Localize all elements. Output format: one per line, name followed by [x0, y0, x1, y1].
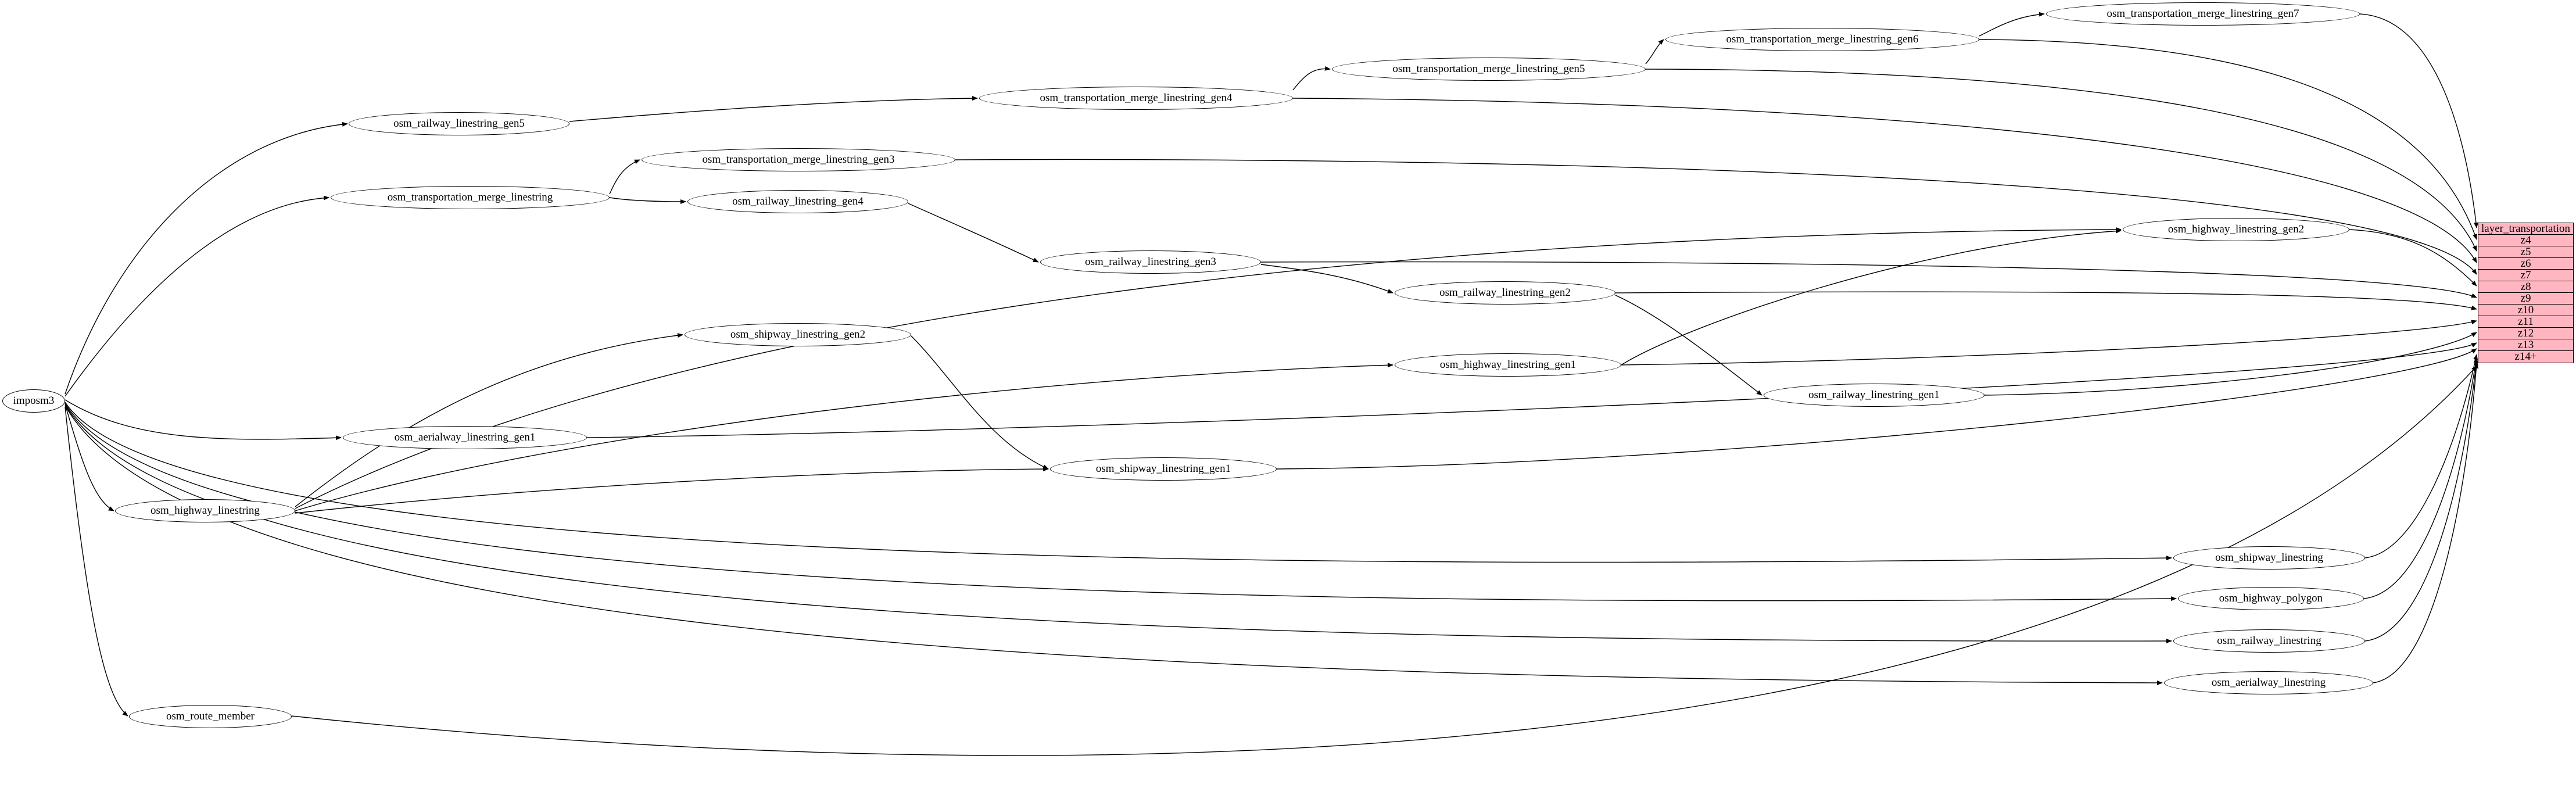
- graph-node-osm-route-member[interactable]: [129, 705, 292, 728]
- node-label: osm_transportation_merge_linestring_gen4: [1040, 92, 1233, 104]
- graph-node-osm-railway-linestring-gen4[interactable]: [687, 190, 908, 213]
- graph-node-osm-railway-linestring-gen2[interactable]: [1395, 281, 1615, 305]
- node-label: osm_transportation_merge_linestring_gen7: [2106, 8, 2299, 20]
- layer-row-z12[interactable]: z12: [2478, 328, 2573, 339]
- node-label: imposm3: [13, 395, 55, 407]
- node-label: osm_railway_linestring_gen3: [1085, 256, 1216, 268]
- node-label: osm_aerialway_linestring_gen1: [394, 431, 536, 443]
- node-label: osm_highway_linestring_gen2: [2167, 223, 2305, 235]
- graph-node-osm-highway-linestring-gen1[interactable]: [1395, 353, 1621, 377]
- node-label: osm_railway_linestring: [2217, 635, 2321, 647]
- graph-node-osm-railway-linestring[interactable]: [2173, 629, 2365, 653]
- node-label: osm_transportation_merge_linestring_gen3: [702, 153, 895, 166]
- node-label: osm_transportation_merge_linestring_gen6: [1726, 33, 1919, 45]
- node-label: osm_highway_linestring_gen1: [1439, 359, 1577, 371]
- layer-row-z13[interactable]: z13: [2478, 339, 2573, 351]
- node-label: osm_transportation_merge_linestring_gen5: [1392, 63, 1585, 75]
- layer-row-z14plus[interactable]: z14+: [2514, 350, 2537, 363]
- layer-row-z5[interactable]: z5: [2478, 246, 2573, 258]
- graph-node-osm-transportation-merge-linestring-gen4[interactable]: [979, 87, 1293, 110]
- graph-node-osm-shipway-linestring-gen1[interactable]: [1050, 457, 1277, 481]
- graph-node-osm-railway-linestring-gen1[interactable]: [1764, 384, 1984, 407]
- graph-node-osm-transportation-merge-linestring-gen7[interactable]: [2046, 2, 2360, 26]
- layer-row-z6[interactable]: z6: [2478, 258, 2573, 270]
- node-label: osm_transportation_merge_linestring: [387, 191, 553, 203]
- node-label: osm_shipway_linestring_gen2: [730, 328, 866, 341]
- graph-node-osm-aerialway-linestring-gen1[interactable]: [343, 426, 587, 449]
- layer-row-z8[interactable]: z8: [2478, 281, 2573, 293]
- node-label: osm_highway_linestring: [151, 504, 260, 517]
- node-label: osm_highway_polygon: [2219, 592, 2323, 604]
- layer-row-z7[interactable]: z7: [2478, 270, 2573, 281]
- node-label: osm_railway_linestring_gen1: [1808, 389, 1940, 401]
- graph-node-osm-highway-linestring-gen2[interactable]: [2123, 218, 2349, 241]
- node-label: osm_railway_linestring_gen2: [1439, 287, 1571, 299]
- graph-node-osm-transportation-merge-linestring-gen5[interactable]: [1332, 58, 1646, 81]
- layer-row-z11[interactable]: z11: [2478, 316, 2573, 328]
- graph-node-osm-highway-polygon[interactable]: [2178, 587, 2364, 610]
- graph-node-imposm3[interactable]: [2, 389, 65, 413]
- graph-node-osm-highway-linestring[interactable]: [115, 499, 295, 522]
- graph-node-osm-railway-linestring-gen3[interactable]: [1040, 250, 1261, 274]
- layer-row-z10[interactable]: z10: [2478, 305, 2573, 316]
- graph-node-osm-shipway-linestring[interactable]: [2173, 546, 2365, 570]
- graph-node-osm-railway-linestring-gen5[interactable]: [349, 112, 569, 135]
- node-label: osm_railway_linestring_gen4: [732, 195, 864, 207]
- node-label: osm_shipway_linestring_gen1: [1095, 463, 1231, 475]
- layer-transportation-table[interactable]: [2478, 223, 2574, 363]
- graph-node-osm-transportation-merge-linestring-gen3[interactable]: [642, 148, 955, 171]
- graph-node-osm-shipway-linestring-gen2[interactable]: [685, 323, 911, 346]
- node-label: osm_route_member: [166, 710, 255, 722]
- node-label: osm_shipway_linestring: [2215, 552, 2323, 564]
- graph-node-osm-transportation-merge-linestring[interactable]: [331, 186, 610, 209]
- layer-table-header: layer_transportation: [2478, 223, 2573, 235]
- graph-node-osm-transportation-merge-linestring-gen6[interactable]: [1665, 28, 1979, 51]
- layer-row-z4[interactable]: z4: [2478, 235, 2573, 246]
- node-label: osm_aerialway_linestring: [2211, 676, 2326, 689]
- graph-node-osm-aerialway-linestring[interactable]: [2164, 671, 2373, 694]
- layer-row-z9[interactable]: z9: [2478, 293, 2573, 305]
- node-label: osm_railway_linestring_gen5: [393, 117, 525, 130]
